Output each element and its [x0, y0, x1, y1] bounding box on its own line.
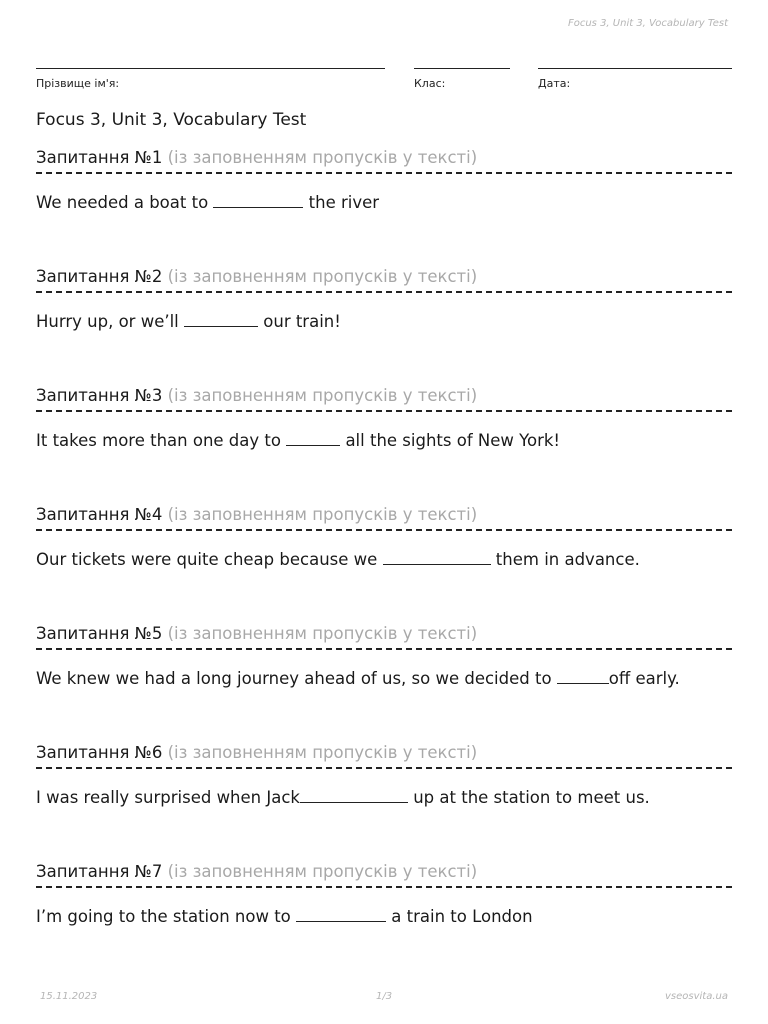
footer-site: vseosvita.ua — [665, 991, 728, 1002]
answer-blank[interactable] — [296, 907, 386, 922]
question-number: Запитання №1 — [36, 148, 163, 167]
class-field[interactable] — [414, 68, 510, 90]
question-number: Запитання №6 — [36, 743, 163, 762]
answer-blank[interactable] — [383, 550, 491, 565]
answer-blank[interactable] — [300, 788, 408, 803]
question-text — [36, 787, 732, 809]
question-text-before: It takes more than one day to — [36, 431, 287, 450]
question-list — [36, 146, 732, 979]
question-text — [36, 192, 732, 214]
answer-blank[interactable] — [213, 193, 303, 208]
question-1 — [36, 146, 732, 265]
date-field[interactable] — [538, 68, 732, 90]
question-text-before: We needed a boat to — [36, 193, 214, 212]
date-line — [538, 68, 732, 69]
answer-blank[interactable] — [184, 312, 258, 327]
question-header — [36, 860, 732, 888]
question-text-after: a train to London — [386, 907, 533, 926]
question-4 — [36, 503, 732, 622]
question-text-before: Our tickets were quite cheap because we — [36, 550, 383, 569]
question-header — [36, 265, 732, 293]
name-label: Прізвище ім'я: — [36, 77, 120, 90]
question-text-after: all the sights of New York! — [340, 431, 561, 450]
footer-date: 15.11.2023 — [40, 991, 98, 1002]
question-header — [36, 503, 732, 531]
question-text-before: We knew we had a long journey ahead of us, so we decided to — [36, 669, 557, 688]
header-note: Focus 3, Unit 3, Vocabulary Test — [567, 18, 728, 29]
question-number: Запитання №7 — [36, 862, 163, 881]
question-number: Запитання №2 — [36, 267, 163, 286]
question-text-after: up at the station to meet us. — [407, 788, 650, 807]
name-field[interactable] — [36, 68, 385, 90]
question-text — [36, 311, 732, 333]
class-line — [414, 68, 510, 69]
answer-blank[interactable] — [557, 669, 609, 684]
question-7 — [36, 860, 732, 979]
test-title: Focus 3, Unit 3, Vocabulary Test — [36, 110, 307, 130]
question-type: (із заповненням пропусків у тексті) — [162, 862, 478, 881]
question-type: (із заповненням пропусків у тексті) — [162, 148, 478, 167]
footer-page-number: 1/3 — [376, 991, 393, 1002]
question-2 — [36, 265, 732, 384]
question-number: Запитання №3 — [36, 386, 163, 405]
question-type: (із заповненням пропусків у тексті) — [162, 505, 478, 524]
class-label: Клас: — [414, 77, 446, 90]
question-6 — [36, 741, 732, 860]
question-number: Запитання №4 — [36, 505, 163, 524]
question-text — [36, 906, 732, 928]
question-type: (із заповненням пропусків у тексті) — [162, 386, 478, 405]
question-text-after: off early. — [608, 669, 680, 688]
question-text-before: I’m going to the station now to — [36, 907, 297, 926]
question-header — [36, 384, 732, 412]
question-text-after: the river — [303, 193, 380, 212]
name-line — [36, 68, 385, 69]
question-text — [36, 549, 732, 571]
question-type: (із заповненням пропусків у тексті) — [162, 267, 478, 286]
question-type: (із заповненням пропусків у тексті) — [162, 743, 478, 762]
question-header — [36, 741, 732, 769]
question-text-after: our train! — [258, 312, 341, 331]
date-label: Дата: — [538, 77, 571, 90]
question-text-after: them in advance. — [490, 550, 640, 569]
question-text — [36, 430, 732, 452]
question-text-before: Hurry up, or we’ll — [36, 312, 185, 331]
answer-blank[interactable] — [286, 431, 340, 446]
question-text — [36, 668, 732, 690]
student-info-fields — [36, 68, 732, 98]
question-number: Запитання №5 — [36, 624, 163, 643]
question-header — [36, 146, 732, 174]
question-type: (із заповненням пропусків у тексті) — [162, 624, 478, 643]
question-text-before: I was really surprised when Jack — [36, 788, 300, 807]
question-5 — [36, 622, 732, 741]
question-3 — [36, 384, 732, 503]
question-header — [36, 622, 732, 650]
